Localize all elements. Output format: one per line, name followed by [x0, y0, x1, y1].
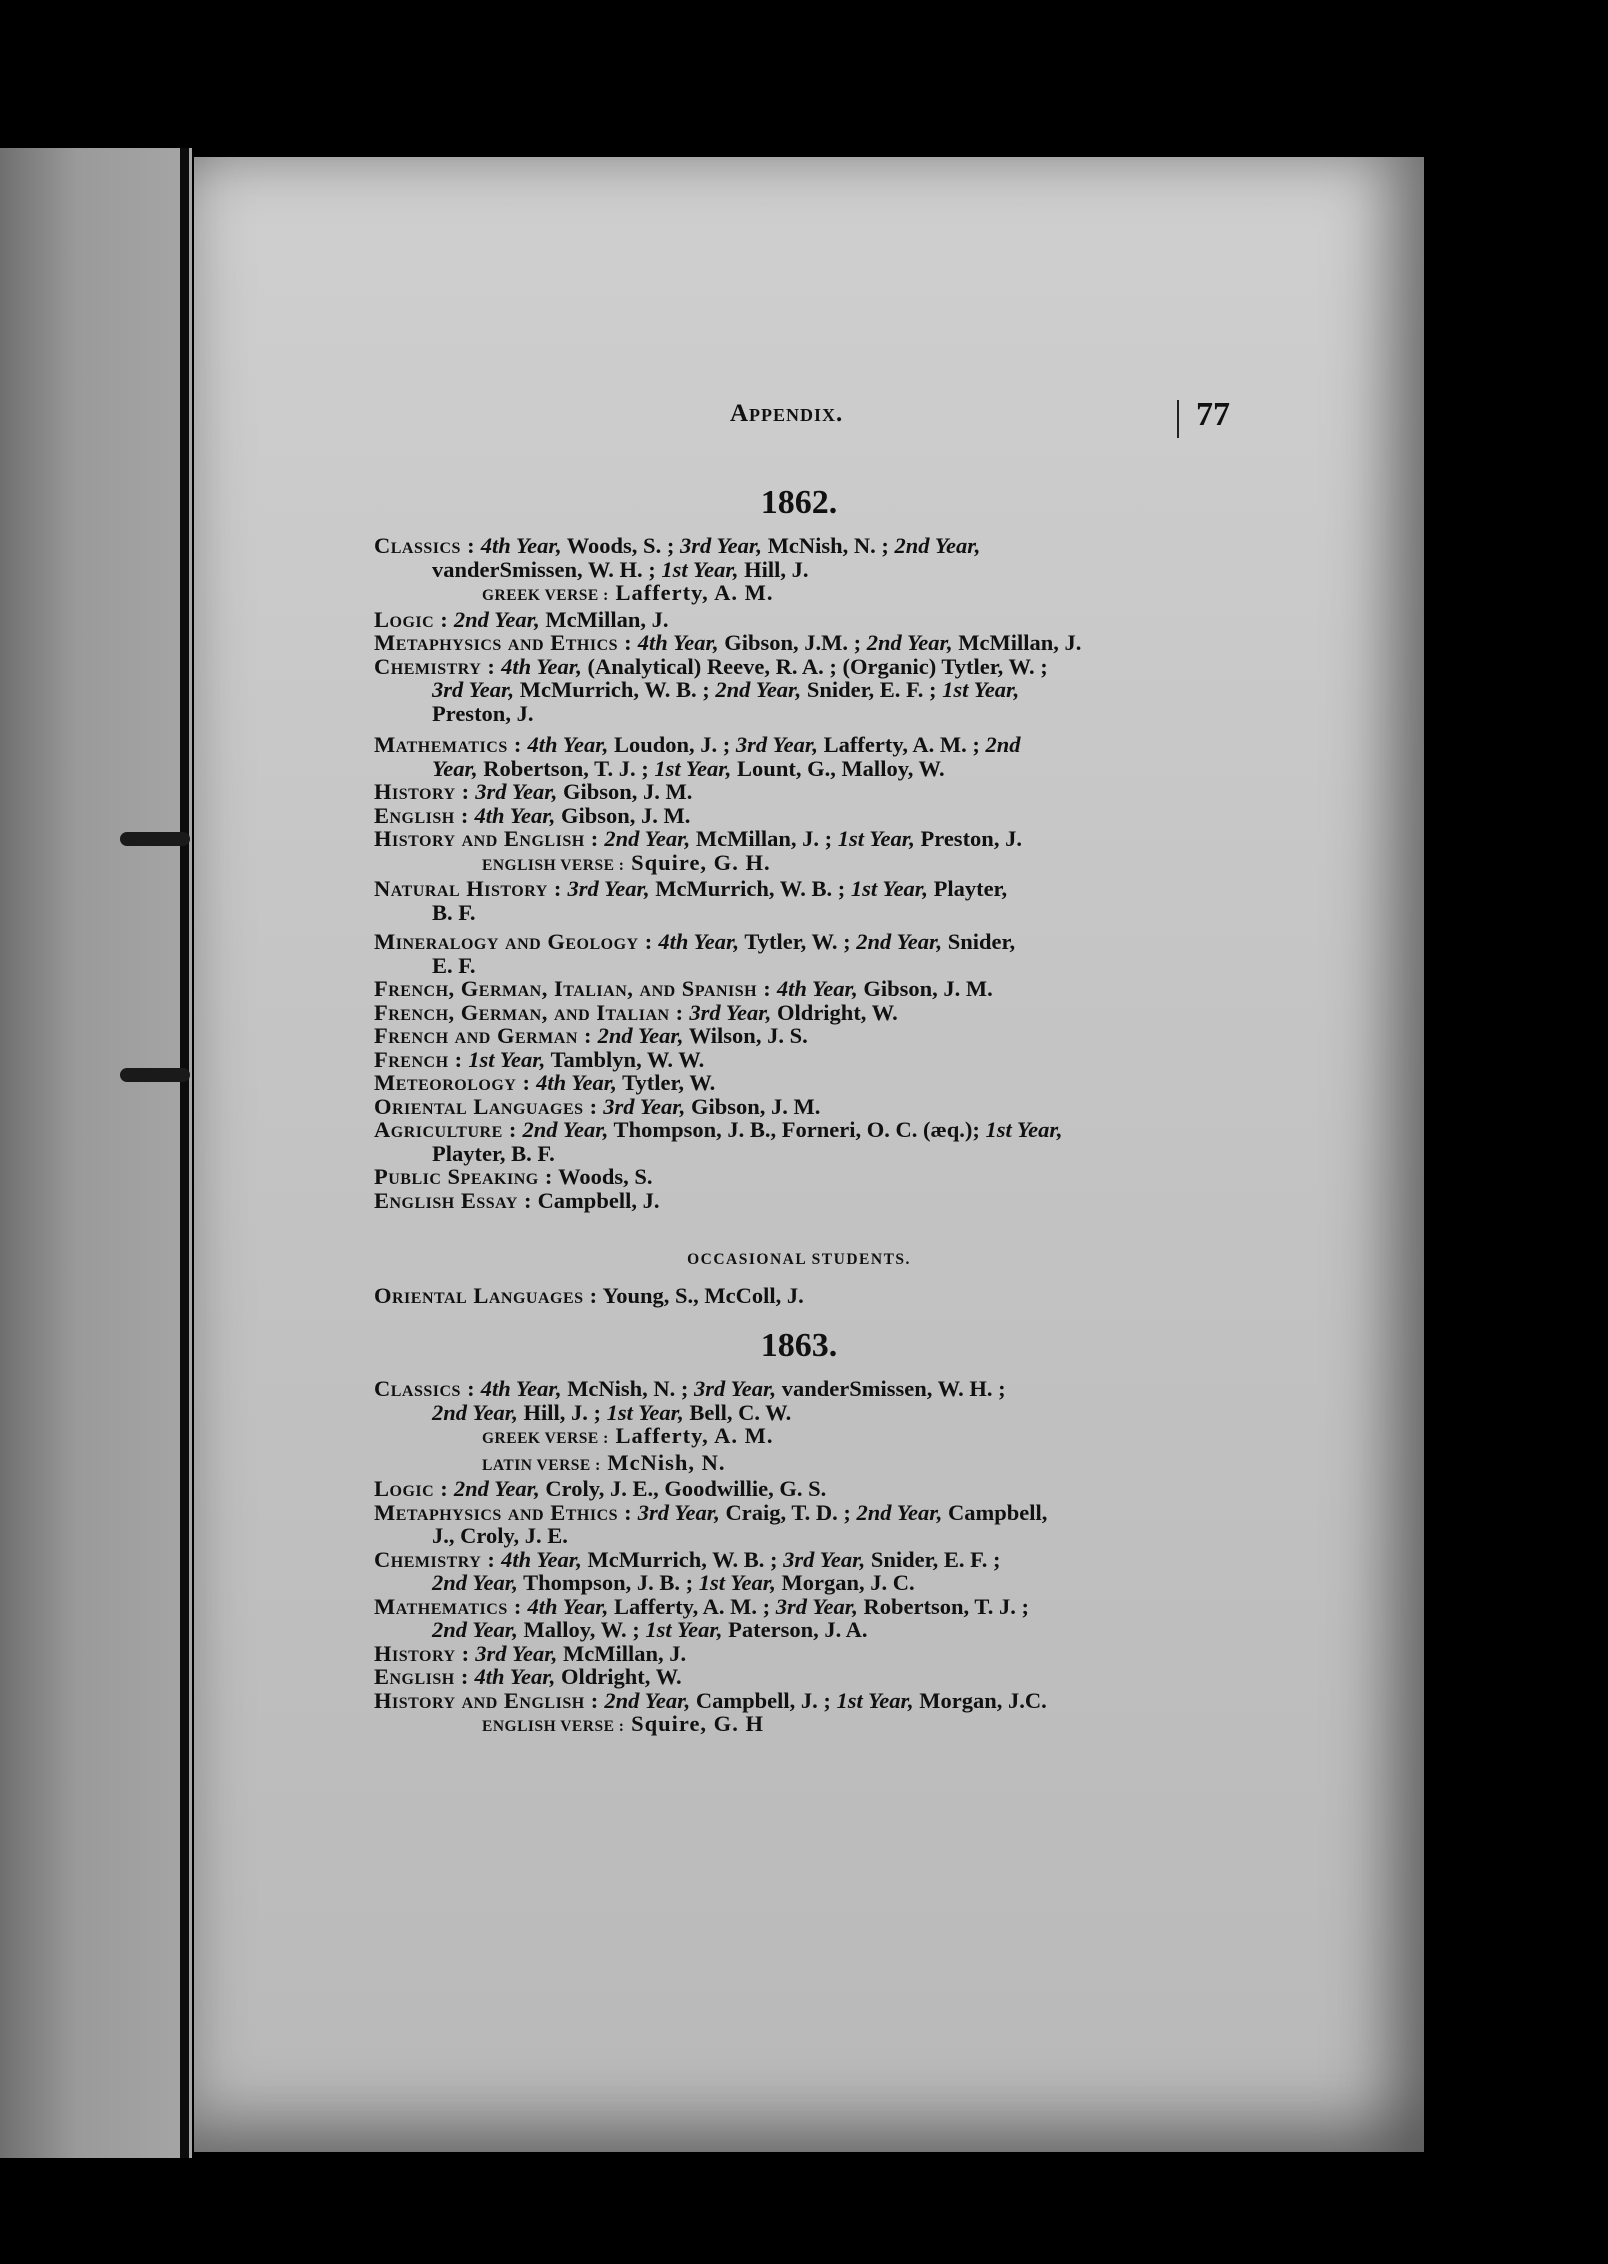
- entry-english-verse-1862: ENGLISH VERSE : Squire, G. H.: [482, 849, 771, 875]
- entry-logic-1863: Logic : 2nd Year, Croly, J. E., Goodwillie, G. S.: [374, 1476, 827, 1501]
- occasional-students-heading: OCCASIONAL STUDENTS.: [687, 1251, 911, 1268]
- entry-history-1862: History : 3rd Year, Gibson, J. M.: [374, 779, 693, 804]
- entry-fg-1862: French and German : 2nd Year, Wilson, J. S.: [374, 1023, 808, 1048]
- entry-history-1863: History : 3rd Year, McMillan, J.: [374, 1640, 687, 1666]
- entry-logic-1862: Logic : 2nd Year, McMillan, J.: [374, 606, 669, 632]
- book-spine: [180, 148, 189, 2158]
- entry-greek-verse-1863: GREEK VERSE : Lafferty, A. M.: [482, 1423, 774, 1448]
- entry-metaphysics-1863: Metaphysics and Ethics : 3rd Year, Craig, T. D. ; 2nd Year, Campbell, J., Croly, J. E.: [374, 1499, 1048, 1548]
- year-heading-1862: 1862.: [760, 484, 838, 521]
- entry-history-english-1862: History and English : 2nd Year, McMillan, J. ; 1st Year, Preston, J.: [374, 826, 1022, 851]
- entry-public-speaking-1862: Public Speaking : Woods, S.: [374, 1164, 653, 1189]
- entry-oriental-1862: Oriental Languages : 3rd Year, Gibson, J. M.: [374, 1093, 821, 1119]
- entry-mathematics-1862: Mathematics : 4th Year, Loudon, J. ; 3rd Year, Lafferty, A. M. ; 2nd Year, Robertson, T. J. ; 1st Year, Lount, G., Malloy, W.: [374, 732, 1021, 781]
- left-page-edge: [0, 148, 192, 2158]
- entry-fgis-1862: French, German, Italian, and Spanish : 4th Year, Gibson, J. M.: [374, 976, 993, 1001]
- entry-natural-history-1862: Natural History : 3rd Year, McMurrich, W. B. ; 1st Year, Playter, B. F.: [374, 876, 1008, 925]
- header-rule: [1177, 400, 1179, 438]
- entry-classics-1863: Classics : 4th Year, McNish, N. ; 3rd Year, vanderSmissen, W. H. ; 2nd Year, Hill, J. ; 1st Year, Bell, C. W.: [374, 1376, 1006, 1425]
- entry-fgi-1862: French, German, and Italian : 3rd Year, Oldright, W.: [374, 999, 898, 1025]
- entry-mineralogy-1862: Mineralogy and Geology : 4th Year, Tytler, W. ; 2nd Year, Snider, E. F.: [374, 929, 1016, 978]
- appendix-body: [374, 470, 1224, 1739]
- year-heading-1863: 1863.: [760, 1327, 838, 1364]
- entry-greek-verse-1862: GREEK VERSE : Lafferty, A. M.: [482, 580, 774, 605]
- binding-clip: [120, 832, 190, 846]
- entry-agriculture-1862: Agriculture : 2nd Year, Thompson, J. B., Forneri, O. C. (æq.); 1st Year, Playter, B. F.: [374, 1117, 1063, 1166]
- entry-classics-1862: Classics : 4th Year, Woods, S. ; 3rd Year, McNish, N. ; 2nd Year, vanderSmissen, W. H. ; 1st Year, Hill, J.: [374, 533, 981, 582]
- entry-chemistry-1863: Chemistry : 4th Year, McMurrich, W. B. ; 3rd Year, Snider, E. F. ; 2nd Year, Thompson, J. B. ; 1st Year, Morgan, J. C.: [374, 1546, 1001, 1595]
- running-head: Appendix.: [730, 400, 844, 427]
- entry-metaphysics-1862: Metaphysics and Ethics : 4th Year, Gibson, J.M. ; 2nd Year, McMillan, J.: [374, 630, 1082, 655]
- entry-english-1863: English : 4th Year, Oldright, W.: [374, 1664, 682, 1689]
- entry-meteorology-1862: Meteorology : 4th Year, Tytler, W.: [374, 1070, 716, 1095]
- page-header: [730, 396, 1230, 440]
- entry-english-verse-1863: ENGLISH VERSE : Squire, G. H: [482, 1711, 764, 1736]
- entry-english-1862: English : 4th Year, Gibson, J. M.: [374, 802, 691, 828]
- entry-occasional-oriental: Oriental Languages : Young, S., McColl, J.: [374, 1282, 804, 1308]
- entry-french-1862: French : 1st Year, Tamblyn, W. W.: [374, 1046, 705, 1072]
- page-number: 77: [1196, 396, 1230, 433]
- entry-chemistry-1862: Chemistry : 4th Year, (Analytical) Reeve, R. A. ; (Organic) Tytler, W. ; 3rd Year, McMurrich, W. B. ; 2nd Year, Snider, E. F. ; 1st Year, Preston, J.: [374, 653, 1048, 726]
- binding-clip: [120, 1068, 190, 1082]
- entry-latin-verse-1863: LATIN VERSE : McNish, N.: [482, 1449, 726, 1475]
- entry-english-essay-1862: English Essay : Campbell, J.: [374, 1187, 660, 1213]
- entry-history-english-1863: History and English : 2nd Year, Campbell, J. ; 1st Year, Morgan, J.C.: [374, 1687, 1047, 1713]
- entry-mathematics-1863: Mathematics : 4th Year, Lafferty, A. M. ; 3rd Year, Robertson, T. J. ; 2nd Year, Malloy, W. ; 1st Year, Paterson, J. A.: [374, 1593, 1029, 1642]
